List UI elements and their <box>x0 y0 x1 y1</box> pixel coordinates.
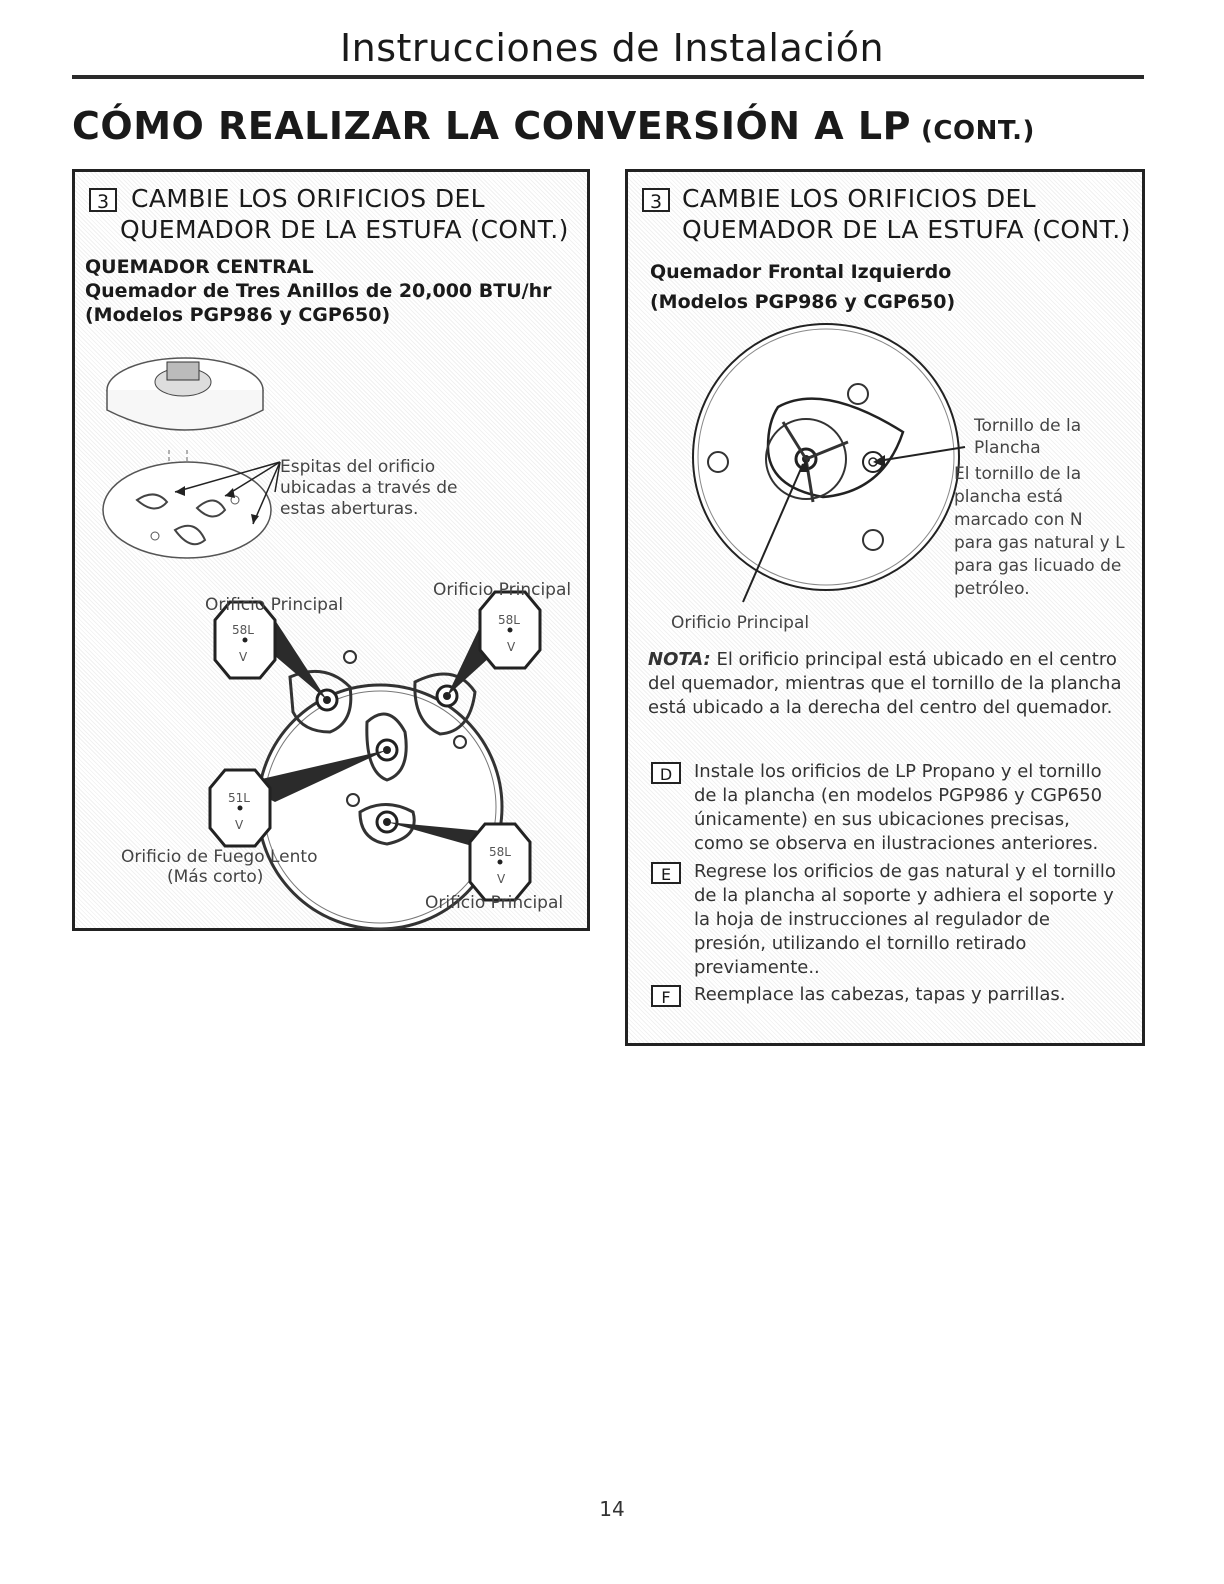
label-screw-desc-line2: plancha está <box>954 487 1064 507</box>
label-screw-desc-line3: marcado con N <box>954 510 1083 530</box>
subhead-central: QUEMADOR CENTRAL <box>85 256 314 278</box>
section-title-suffix: (CONT.) <box>921 116 1035 146</box>
note-prefix: NOTA: <box>648 649 711 670</box>
step-E-line3: la hoja de instrucciones al regulador de <box>694 909 1050 930</box>
step-title-line2: QUEMADOR DE LA ESTUFA (CONT.) <box>120 215 569 244</box>
step-D-line4: como se observa en ilustraciones anteriores. <box>694 833 1099 854</box>
note-line3: está ubicado a la derecha del centro del quemador. <box>648 697 1113 718</box>
page-number: 14 <box>599 1497 625 1521</box>
label-spuds-line1: Espitas del orificio <box>280 457 436 477</box>
label-simmer-orifice: Orificio de Fuego Lento <box>121 847 318 867</box>
step-number-box: 3 <box>642 188 670 212</box>
header-title: Instrucciones de Instalación <box>339 26 885 70</box>
step-D-line1: Instale los orificios de LP Propano y el tornillo <box>694 761 1102 782</box>
step-D-line3: únicamente) en sus ubicaciones precisas, <box>694 809 1070 830</box>
step-D-line2: de la plancha (en modelos PGP986 y CGP650 <box>694 785 1103 806</box>
spud-callout-arrows <box>155 452 295 552</box>
callout-58L-c: 58L <box>489 845 511 859</box>
section-title-text: CÓMO REALIZAR LA CONVERSIÓN A LP <box>72 104 911 148</box>
callout-58L-a: 58L <box>232 623 254 637</box>
header-rule <box>72 75 1144 79</box>
step-title-line1: CAMBIE LOS ORIFICIOS DEL <box>682 184 1036 213</box>
callout-V-a: V <box>239 650 248 664</box>
label-screw-line1: Tornillo de la <box>974 416 1082 436</box>
subhead-left-front: Quemador Frontal Izquierdo <box>650 261 952 283</box>
callout-V-c: V <box>235 818 244 832</box>
label-main-orifice-left: Orificio Principal <box>205 595 344 615</box>
label-main-orifice-right: Orificio Principal <box>433 580 572 600</box>
label-main-orifice: Orificio Principal <box>671 613 810 633</box>
note-line1 <box>648 648 1117 671</box>
left-panel <box>72 169 590 931</box>
step-letter-D: D <box>651 762 681 784</box>
note-line2: del quemador, mientras que el tornillo de la plancha <box>648 673 1122 694</box>
subhead-models: (Modelos PGP986 y CGP650) <box>85 304 391 326</box>
section-title <box>72 104 1035 148</box>
label-screw-desc-line6: petróleo. <box>954 579 1030 599</box>
label-screw-desc-line4: para gas natural y L <box>954 533 1125 553</box>
label-spuds-line3: estas aberturas. <box>280 499 419 519</box>
step-number-box: 3 <box>89 188 117 212</box>
step-F-line1: Reemplace las cabezas, tapas y parrillas. <box>694 984 1066 1005</box>
step-letter-E: E <box>651 862 681 884</box>
label-simmer-shorter: (Más corto) <box>167 867 264 887</box>
label-screw-desc-line1: El tornillo de la <box>954 464 1082 484</box>
left-front-burner-illustration <box>673 322 993 612</box>
callout-V-b: V <box>507 640 516 654</box>
step-title-line2: QUEMADOR DE LA ESTUFA (CONT.) <box>682 215 1131 244</box>
step-letter-F: F <box>651 985 681 1007</box>
note-line1-text: El orificio principal está ubicado en el centro <box>710 649 1117 670</box>
subhead-models: (Modelos PGP986 y CGP650) <box>650 291 956 313</box>
step-E-line2: de la plancha al soporte y adhiera el soporte y <box>694 885 1114 906</box>
label-main-orifice-bottom: Orificio Principal <box>425 893 564 913</box>
callout-58L-b: 58L <box>498 613 520 627</box>
callout-V-d: V <box>497 872 506 886</box>
right-panel <box>625 169 1145 1046</box>
label-spuds-line2: ubicadas a través de <box>280 478 458 498</box>
subhead-burner-rating: Quemador de Tres Anillos de 20,000 BTU/hr <box>85 280 552 302</box>
label-screw-line2: Plancha <box>974 438 1041 458</box>
label-screw-desc-line5: para gas licuado de <box>954 556 1122 576</box>
step-E-line1: Regrese los orificios de gas natural y el tornillo <box>694 861 1116 882</box>
step-E-line5: previamente.. <box>694 957 820 978</box>
callout-51L: 51L <box>228 791 250 805</box>
step-E-line4: presión, utilizando el tornillo retirado <box>694 933 1027 954</box>
step-title-line1: CAMBIE LOS ORIFICIOS DEL <box>131 184 485 213</box>
